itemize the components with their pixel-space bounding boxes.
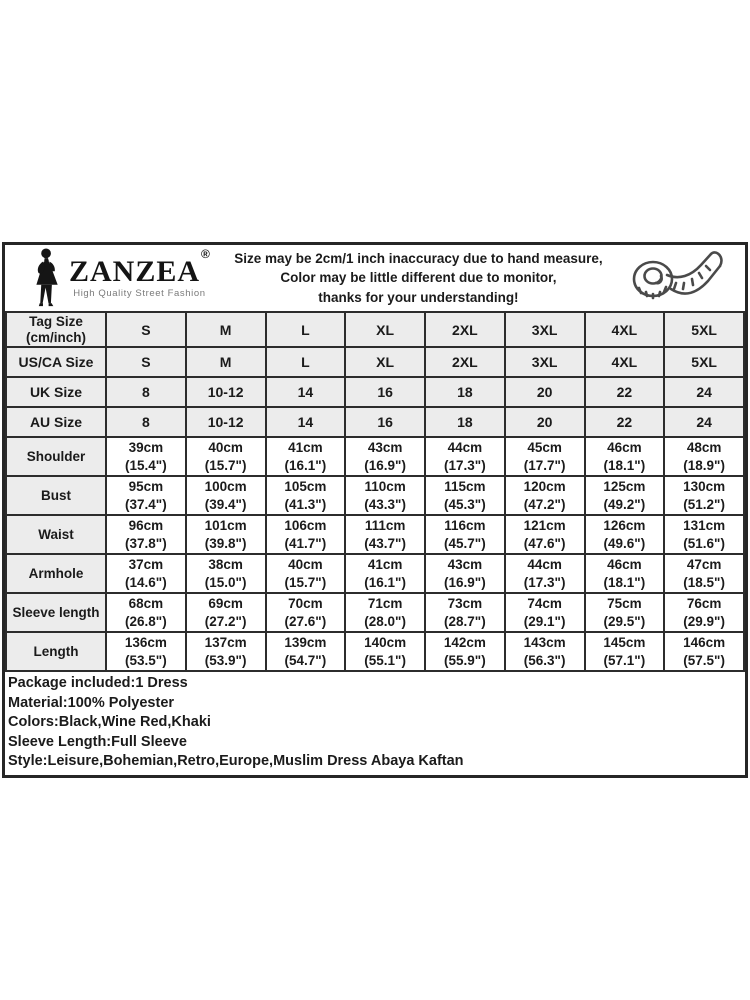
value-cell: 10-12	[186, 407, 266, 437]
value-cell: 10-12	[186, 377, 266, 407]
value-cell: 125cm (49.2")	[585, 476, 665, 515]
value-cell: 136cm (53.5")	[106, 632, 186, 671]
value-cell: 8	[106, 407, 186, 437]
value-cell: 44cm (17.3")	[425, 437, 505, 476]
value-cell: 146cm (57.5")	[664, 632, 744, 671]
row-label: Waist	[6, 515, 106, 554]
value-cell: M	[186, 312, 266, 347]
value-cell: 74cm (29.1")	[505, 593, 585, 632]
value-cell: 24	[664, 407, 744, 437]
detail-line-material: Material:100% Polyester	[8, 694, 175, 711]
value-cell: 121cm (47.6")	[505, 515, 585, 554]
value-cell: L	[266, 347, 346, 377]
value-cell: 47cm (18.5")	[664, 554, 744, 593]
woman-silhouette-icon	[31, 248, 65, 308]
value-cell: 14	[266, 377, 346, 407]
value-cell: 126cm (49.6")	[585, 515, 665, 554]
value-cell: 48cm (18.9")	[664, 437, 744, 476]
detail-line-style: Style:Leisure,Bohemian,Retro,Europe,Muslim Dress Abaya Kaftan	[8, 753, 464, 769]
disclaimer-line-1: Size may be 2cm/1 inch inaccuracy due to hand measure,	[234, 250, 603, 266]
detail-line-colors: Colors:Black,Wine Red,Khaki	[8, 714, 211, 730]
value-cell: 95cm (37.4")	[106, 476, 186, 515]
brand-logo-text	[69, 247, 211, 300]
value-cell: 70cm (27.6")	[266, 593, 346, 632]
table-row	[6, 554, 744, 593]
row-label: UK Size	[6, 377, 106, 407]
value-cell: 43cm (16.9")	[425, 554, 505, 593]
value-cell: 41cm (16.1")	[345, 554, 425, 593]
value-cell: 100cm (39.4")	[186, 476, 266, 515]
value-cell: 120cm (47.2")	[505, 476, 585, 515]
value-cell: 105cm (41.3")	[266, 476, 346, 515]
value-cell: 3XL	[505, 312, 585, 347]
row-label: US/CA Size	[6, 347, 106, 377]
row-label: AU Size	[6, 407, 106, 437]
value-cell: 14	[266, 407, 346, 437]
detail-line-package: Package included:1 Dress	[8, 675, 188, 691]
header-band	[5, 245, 745, 311]
value-cell: 41cm (16.1")	[266, 437, 346, 476]
brand-name: ZANZEA®	[69, 247, 211, 289]
value-cell: 73cm (28.7")	[425, 593, 505, 632]
value-cell: 39cm (15.4")	[106, 437, 186, 476]
value-cell: 22	[585, 377, 665, 407]
value-cell: XL	[345, 312, 425, 347]
value-cell: 4XL	[585, 312, 665, 347]
value-cell: 2XL	[425, 312, 505, 347]
value-cell: 111cm (43.7")	[345, 515, 425, 554]
disclaimer-line-3: thanks for your understanding!	[318, 289, 519, 305]
row-label: Armhole	[6, 554, 106, 593]
size-table-body	[6, 312, 744, 671]
detail-line-sleeve: Sleeve Length:Full Sleeve	[8, 733, 187, 750]
value-cell: S	[106, 312, 186, 347]
value-cell: 115cm (45.3")	[425, 476, 505, 515]
table-row	[6, 476, 744, 515]
value-cell: 110cm (43.3")	[345, 476, 425, 515]
value-cell: 40cm (15.7")	[266, 554, 346, 593]
value-cell: 139cm (54.7")	[266, 632, 346, 671]
value-cell: 4XL	[585, 347, 665, 377]
table-row	[6, 593, 744, 632]
value-cell: 142cm (55.9")	[425, 632, 505, 671]
row-label: Tag Size (cm/inch)	[6, 312, 106, 347]
value-cell: M	[186, 347, 266, 377]
value-cell: 2XL	[425, 347, 505, 377]
value-cell: 75cm (29.5")	[585, 593, 665, 632]
row-label: Sleeve length	[6, 593, 106, 632]
value-cell: 46cm (18.1")	[585, 554, 665, 593]
disclaimer-text	[210, 249, 627, 308]
value-cell: 106cm (41.7")	[266, 515, 346, 554]
value-cell: 3XL	[505, 347, 585, 377]
value-cell: 22	[585, 407, 665, 437]
value-cell: 46cm (18.1")	[585, 437, 665, 476]
value-cell: 71cm (28.0")	[345, 593, 425, 632]
value-cell: 145cm (57.1")	[585, 632, 665, 671]
value-cell: XL	[345, 347, 425, 377]
value-cell: 96cm (37.8")	[106, 515, 186, 554]
value-cell: 131cm (51.6")	[664, 515, 744, 554]
value-cell: 45cm (17.7")	[505, 437, 585, 476]
brand-logo	[31, 248, 210, 308]
value-cell: 8	[106, 377, 186, 407]
value-cell: 130cm (51.2")	[664, 476, 744, 515]
value-cell: 137cm (53.9")	[186, 632, 266, 671]
value-cell: 18	[425, 377, 505, 407]
value-cell: 38cm (15.0")	[186, 554, 266, 593]
value-cell: 16	[345, 407, 425, 437]
value-cell: 76cm (29.9")	[664, 593, 744, 632]
value-cell: S	[106, 347, 186, 377]
value-cell: 140cm (55.1")	[345, 632, 425, 671]
value-cell: 37cm (14.6")	[106, 554, 186, 593]
value-cell: 5XL	[664, 312, 744, 347]
row-label: Length	[6, 632, 106, 671]
row-label: Bust	[6, 476, 106, 515]
value-cell: 44cm (17.3")	[505, 554, 585, 593]
size-table	[5, 311, 745, 672]
table-row	[6, 515, 744, 554]
value-cell: 5XL	[664, 347, 744, 377]
table-row	[6, 312, 744, 347]
disclaimer-line-2: Color may be little different due to monitor,	[280, 270, 557, 286]
value-cell: 68cm (26.8")	[106, 593, 186, 632]
table-row	[6, 377, 744, 407]
table-row	[6, 632, 744, 671]
value-cell: 43cm (16.9")	[345, 437, 425, 476]
value-cell: 24	[664, 377, 744, 407]
size-chart-box	[2, 242, 748, 778]
registered-mark: ®	[201, 247, 211, 262]
value-cell: 116cm (45.7")	[425, 515, 505, 554]
table-row	[6, 437, 744, 476]
value-cell: 20	[505, 377, 585, 407]
value-cell: L	[266, 312, 346, 347]
measuring-tape-icon	[627, 249, 731, 307]
value-cell: 101cm (39.8")	[186, 515, 266, 554]
row-label: Shoulder	[6, 437, 106, 476]
table-row	[6, 347, 744, 377]
value-cell: 69cm (27.2")	[186, 593, 266, 632]
value-cell: 143cm (56.3")	[505, 632, 585, 671]
value-cell: 20	[505, 407, 585, 437]
value-cell: 16	[345, 377, 425, 407]
value-cell: 40cm (15.7")	[186, 437, 266, 476]
table-row	[6, 407, 744, 437]
value-cell: 18	[425, 407, 505, 437]
product-details	[5, 672, 745, 775]
brand-tagline: High Quality Street Fashion	[73, 288, 206, 300]
